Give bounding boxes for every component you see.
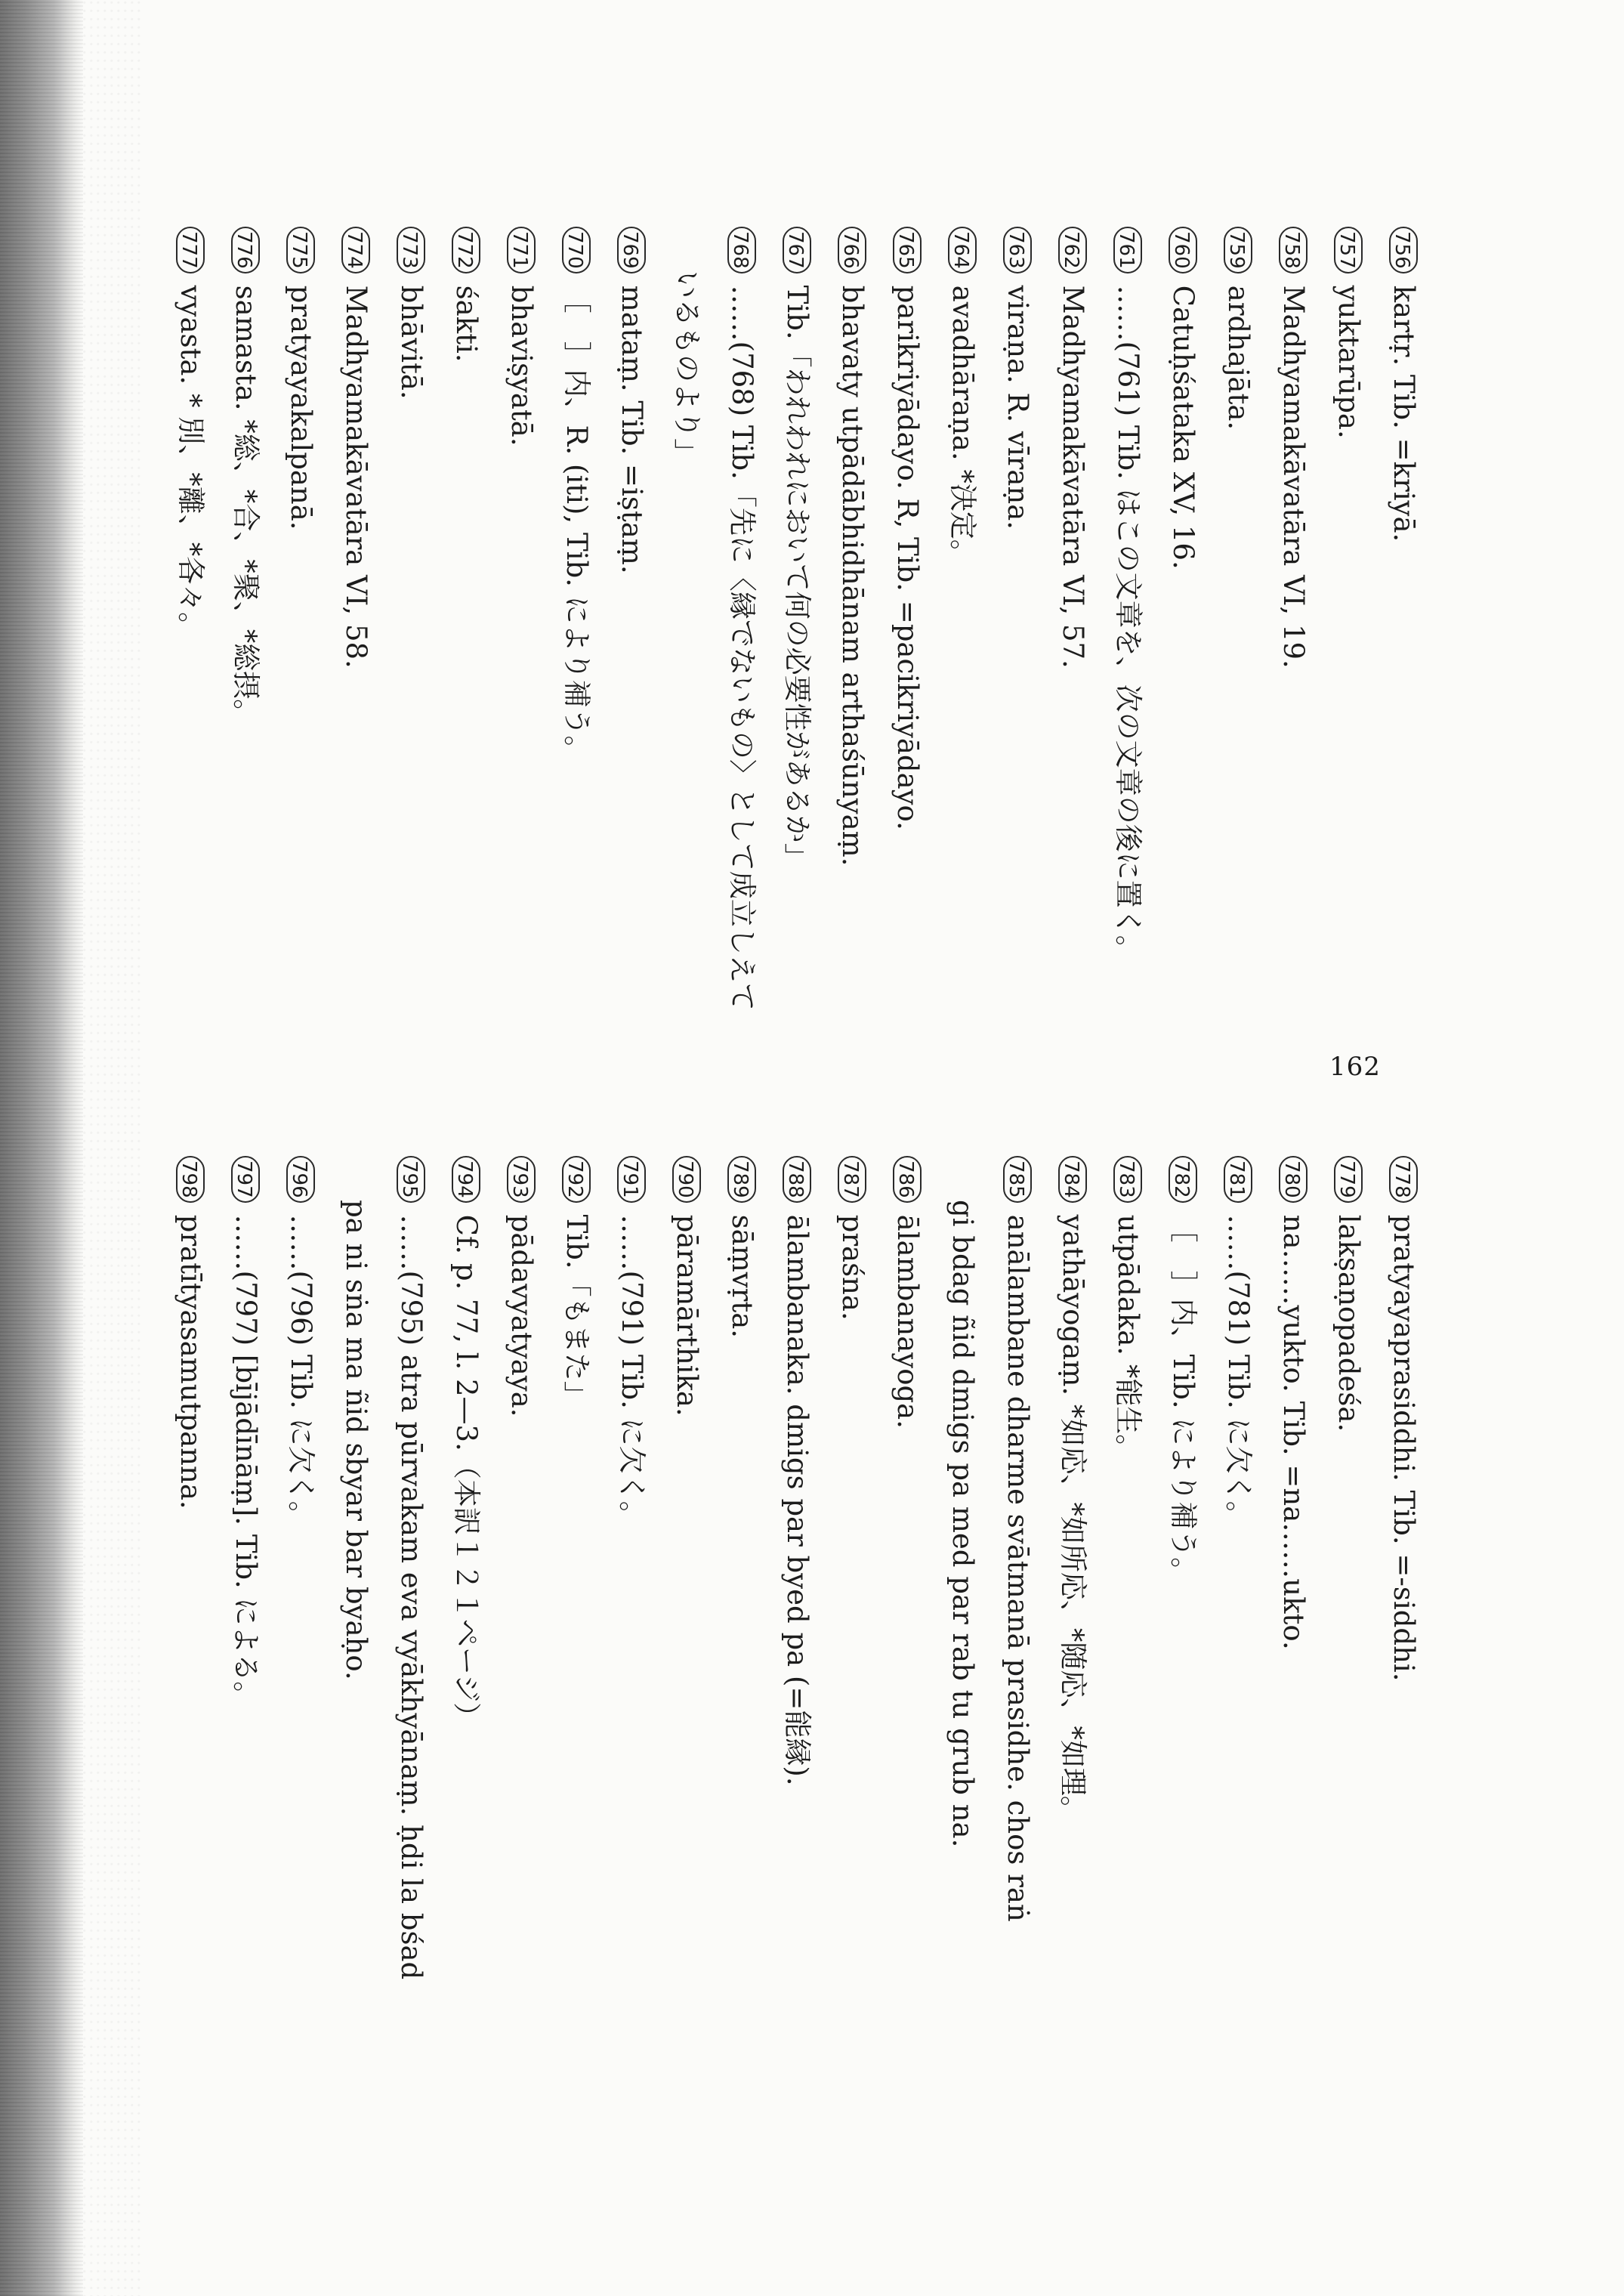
note-text: Catuḥśataka XV, 16.: [1167, 285, 1199, 570]
note-text: ……(768) Tib.「先に〈縁でないもの〉として成立しえて: [726, 285, 758, 1011]
note-number: 756: [1390, 227, 1419, 273]
note-791: [604, 1156, 659, 2274]
note-778: [1376, 1156, 1431, 2274]
note-788: [770, 1156, 825, 2274]
note-number: 780: [1280, 1156, 1308, 1203]
note-text: yuktarūpa.: [1332, 285, 1365, 439]
note-number: 797: [232, 1156, 261, 1203]
note-text: śakti.: [450, 285, 483, 363]
note-number: 761: [1114, 227, 1143, 273]
note-785: [990, 1156, 1045, 2274]
note-784: [1045, 1156, 1101, 2274]
note-number: 778: [1390, 1156, 1419, 1203]
note-number: 770: [563, 227, 591, 273]
note-number: 785: [1004, 1156, 1033, 1203]
note-text: parikriyādayo. R, Tib. =pacikriyādayo.: [891, 285, 924, 830]
note-790: [659, 1156, 715, 2274]
note-text: bhavaty utpādābhidhānam arthaśūnyaṃ.: [836, 285, 869, 867]
note-number: 788: [783, 1156, 812, 1203]
note-number: 791: [618, 1156, 647, 1203]
note-number: 786: [894, 1156, 922, 1203]
note-number: 768: [728, 227, 757, 273]
note-793: [494, 1156, 549, 2274]
note-number: 796: [287, 1156, 316, 1203]
note-text: sāṃvṛta.: [726, 1214, 758, 1339]
note-number: 774: [342, 227, 371, 273]
note-text: pratītyasamutpanna.: [174, 1214, 207, 1510]
note-796: [273, 1156, 329, 2274]
note-number: 776: [232, 227, 261, 273]
note-text: viraṇa. R. vīraṇa.: [1002, 285, 1034, 530]
note-782: [1156, 1156, 1211, 2274]
note-779: [1321, 1156, 1376, 2274]
note-text: pratyayaprasiddhi. Tib. =-siddhi.: [1388, 1214, 1420, 1682]
note-798: [163, 1156, 218, 2274]
note-text: ……(781) Tib. に欠く。: [1222, 1214, 1255, 1529]
page-number: 162: [1329, 1052, 1381, 1082]
note-text: bhaviṣyatā.: [505, 285, 538, 447]
note-number: 772: [452, 227, 481, 273]
note-text: avadhāraṇa. *決定。: [946, 285, 979, 567]
note-text: gi bdag ñid dmigs pa med par rab tu grub na.: [946, 1200, 979, 1848]
note-number: 773: [397, 227, 426, 273]
note-text: pratyayakalpanā.: [285, 285, 317, 530]
note-number: 794: [452, 1156, 481, 1203]
note-text: ālambanayoga.: [891, 1214, 924, 1429]
note-text: yathāyogaṃ. *如応、*如所応、*随応、*如理。: [1057, 1214, 1089, 1824]
note-text: ……(761) Tib. はこの文章を、次の文章の後に置く。: [1112, 285, 1144, 963]
note-number: 781: [1224, 1156, 1253, 1203]
note-780: [1266, 1156, 1321, 2274]
note-text: bhāvitā.: [395, 285, 428, 400]
note-number: 779: [1335, 1156, 1363, 1203]
note-text: samasta. *総、*合、*聚、*総摂。: [230, 285, 262, 728]
note-number: 765: [894, 227, 922, 273]
note-786: [880, 1156, 935, 2274]
note-text: ［ ］内、Tib. により補う。: [1167, 1214, 1199, 1586]
note-text: ……(795) atra pūrvakam eva vyākhyānaṃ. ḥdi la bśad: [395, 1214, 428, 1980]
note-text: vyasta. * 別、*離、*各々。: [174, 285, 207, 641]
note-number: 787: [838, 1156, 867, 1203]
note-text: ……(797) [bījādīnāṃ]. Tib. による。: [230, 1214, 262, 1710]
note-number: 762: [1059, 227, 1088, 273]
note-number: 769: [618, 227, 647, 273]
note-text: Cf. p. 77, l. 2—3.（本訳１２１ページ）: [450, 1214, 483, 1731]
note-number: 782: [1169, 1156, 1198, 1203]
note-number: 784: [1059, 1156, 1088, 1203]
note-794: [439, 1156, 494, 2274]
note-text: Tib.「われわれにおいて何の必要性があるか」: [781, 285, 814, 871]
note-number: 783: [1114, 1156, 1143, 1203]
note-number: 777: [177, 227, 205, 273]
note-789: [715, 1156, 770, 2274]
note-787: [825, 1156, 880, 2274]
note-792: [549, 1156, 604, 2274]
note-text: ……(796) Tib. に欠く。: [285, 1214, 317, 1529]
note-text: ［ ］内、R. (iti), Tib. により補う。: [560, 285, 593, 764]
note-number: 795: [397, 1156, 426, 1203]
note-text: praśna.: [836, 1214, 869, 1321]
note-number: 760: [1169, 227, 1198, 273]
note-text: Madhyamakāvatāra VI, 19.: [1277, 285, 1310, 669]
note-text: anālambane dharme svātmanā prasidhe. chos raṅ: [1002, 1214, 1034, 1922]
scan-noise: [83, 0, 144, 2296]
note-number: 757: [1335, 227, 1363, 273]
note-783: [1101, 1156, 1156, 2274]
note-number: 790: [673, 1156, 702, 1203]
note-continuation: [935, 1156, 990, 2274]
note-781: [1211, 1156, 1266, 2274]
note-number: 759: [1224, 227, 1253, 273]
note-797: [218, 1156, 273, 2274]
note-number: 764: [949, 227, 977, 273]
note-text: Tib.「もまた」: [560, 1214, 593, 1409]
note-text: lakṣaṇopadeśa.: [1332, 1214, 1365, 1432]
note-number: 789: [728, 1156, 757, 1203]
note-number: 798: [177, 1156, 205, 1203]
note-number: 767: [783, 227, 812, 273]
note-number: 771: [508, 227, 536, 273]
note-number: 758: [1280, 227, 1308, 273]
note-continuation: [329, 1156, 384, 2274]
note-text: pādavyatyaya.: [505, 1214, 538, 1417]
note-text: pāramārthika.: [671, 1214, 703, 1417]
note-text: ardhajāta.: [1222, 285, 1255, 431]
note-text: mataṃ. Tib. =iṣṭaṃ.: [616, 285, 648, 574]
notes-column-right: [163, 1156, 1431, 2274]
note-text: utpādaka. *能生。: [1112, 1214, 1144, 1463]
note-text: Madhyamakāvatāra VI, 57.: [1057, 285, 1089, 669]
note-text: na……yukto. Tib. =na……ukto.: [1277, 1214, 1310, 1650]
note-text: pa ni sṅa ma ñid sbyar bar byaḥo.: [340, 1200, 372, 1680]
note-number: 775: [287, 227, 316, 273]
note-text: ……(791) Tib. に欠く。: [616, 1214, 648, 1529]
note-number: 766: [838, 227, 867, 273]
note-number: 763: [1004, 227, 1033, 273]
note-text: kartṛ. Tib. =kriyā.: [1388, 285, 1420, 542]
note-text: いるものより」: [671, 270, 703, 466]
note-795: [384, 1156, 439, 2274]
note-text: Madhyamakāvatāra VI, 58.: [340, 285, 372, 669]
note-number: 793: [508, 1156, 536, 1203]
note-text: ālambanaka. dmigs par byed pa (=能縁).: [781, 1214, 814, 1786]
scan-binding-shadow: [0, 0, 83, 2296]
note-number: 792: [563, 1156, 591, 1203]
